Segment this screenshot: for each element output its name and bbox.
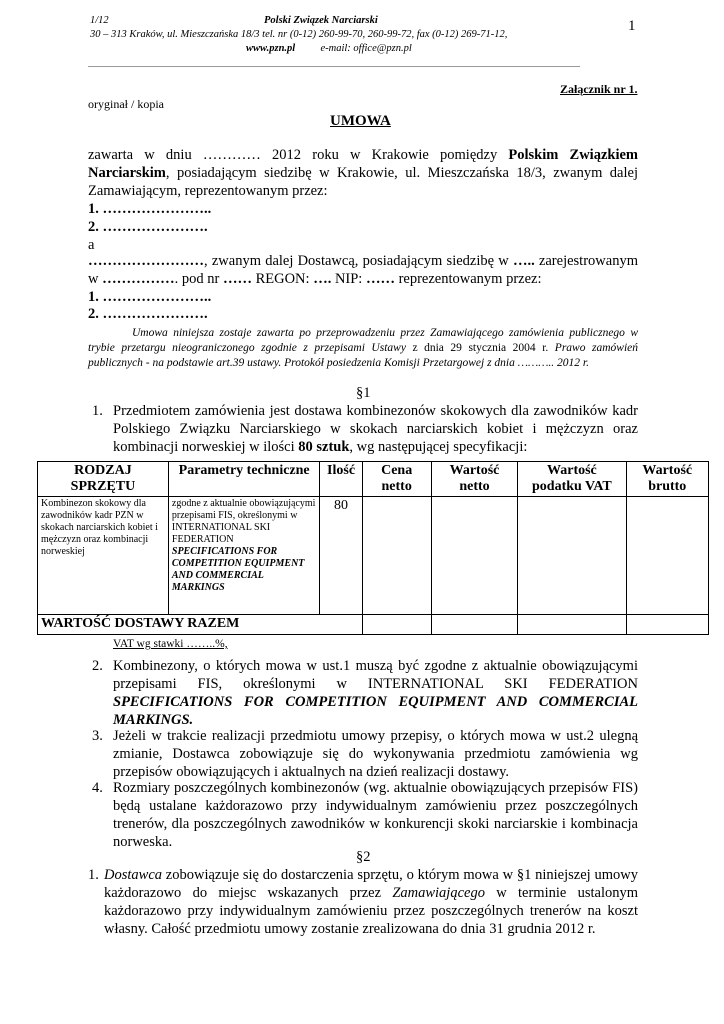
cell-params: zgodne z aktualnie obowiązującymi przepisami FIS, określonymi w INTERNATIONAL SKI FEDERATION SPECIFICATIONS FOR COMPETITION EQUIPMENT AND COMMERCIAL MARKINGS: [168, 497, 320, 615]
header-org-name: Polski Związek Narciarski: [264, 15, 378, 26]
header-page-left: 1/12: [90, 15, 109, 26]
annex-label: Załącznik nr 1.: [560, 82, 638, 96]
vat-rate-note: VAT wg stawki ……..%,: [113, 638, 228, 650]
th-type: RODZAJ SPRZĘTU: [38, 462, 169, 497]
document-title: UMOWA: [330, 113, 391, 129]
cell-gross-value[interactable]: [626, 497, 709, 615]
section-2-item-1: Dostawca zobowiązuje się do dostarczenia sprzętu, o którym mowa w §1 niniejszej umowy każdorazowo do miejsc wskazanych przez Zamawiającego w terminie ustalonym każdorazowo przy indywidualnym zamówieniu przez poszczególnych trenerów na koszt własny. Całość przedmiotu umowy zostanie zrealizowana do dnia 31 grudnia 2012 r.: [104, 867, 639, 937]
section-2-item-1-num: 1.: [88, 867, 99, 883]
page-number: 1: [628, 18, 636, 34]
item-3-text: Jeżeli w trakcie realizacji przedmiotu umowy przepisy, o których mowa w ust.2 ulegną zmianie, Dostawca zobowiązuje się do wykonywania przedmiotu zamówienia wg przepisów obowiązujących i aktualnych na dzień realizacji dostawy.: [113, 728, 638, 780]
header-address: 30 – 313 Kraków, ul. Mieszczańska 18/3 tel. nr (0-12) 260-99-70, 260-99-72, fax (0-12) 269-71-12,: [90, 29, 508, 40]
item-4-text: Rozmiary poszczególnych kombinezonów (wg. aktualnie obowiązujących przepisów FIS) będą ustalane każdorazowo przy indywidualnym zamówieniu przez poszczególnych trenerów, dla poszczególnych zawodników w konkurencji skoki narciarskie i kombinacja norweska.: [113, 780, 638, 850]
supplier-rep-1: 1. …………………..: [88, 289, 212, 305]
ordering-rep-2: 2. ………………….: [88, 219, 208, 235]
cell-total-label: WARTOŚĆ DOSTAWY RAZEM: [38, 615, 363, 635]
item-2-num: 2.: [92, 658, 103, 674]
conjunction-and: a: [88, 237, 95, 253]
header-email[interactable]: e-mail: office@pzn.pl: [320, 43, 412, 54]
section-2-sign: §2: [356, 849, 371, 865]
table-row: [38, 497, 709, 615]
th-vat-value: Wartość podatku VAT: [518, 462, 626, 497]
cell-total-vat[interactable]: [518, 615, 626, 635]
cell-total-unit[interactable]: [362, 615, 431, 635]
cell-qty: 80: [320, 497, 362, 615]
header-contact: [246, 42, 412, 55]
item-3-num: 3.: [92, 728, 103, 744]
item-2-text: Kombinezony, o których mowa w ust.1 muszą być zgodne z aktualnie obowiązującymi przepisami FIS, określonymi w INTERNATIONAL SKI FEDERATION SPECIFICATIONS FOR COMPETITION EQUIPMENT AND COMMERCIAL MARKINGS.: [113, 658, 638, 728]
cell-type: Kombinezon skokowy dla zawodników kadr PZN w skokach narciarskich kobiet i mężczyzn oraz kombinacji norweskiej: [38, 497, 169, 615]
header-website[interactable]: www.pzn.pl: [246, 43, 296, 54]
th-params: Parametry techniczne: [168, 462, 320, 497]
th-unit-price: Cena netto: [362, 462, 431, 497]
specification-table: [37, 461, 709, 635]
cell-total-net[interactable]: [431, 615, 518, 635]
th-gross-value: Wartość brutto: [626, 462, 709, 497]
table-total-row: [38, 615, 709, 635]
cell-total-gross[interactable]: [626, 615, 709, 635]
cell-net-value[interactable]: [431, 497, 518, 615]
cell-vat-value[interactable]: [518, 497, 626, 615]
th-net-value: Wartość netto: [431, 462, 518, 497]
ordering-rep-1: 1. …………………..: [88, 201, 212, 217]
legal-basis-paragraph: Umowa niniejsza zostaje zawarta po przeprowadzeniu przez Zamawiającego zamówienia publicznego w trybie przetargu nieograniczonego zgodnie z przepisami Ustawy z dnia 29 stycznia 2004 r. Prawo zamówień publicznych - na podstawie art.39 ustawy. Protokół posiedzenia Komisji Przetargowej z dnia ……….. 2012 r.: [88, 327, 638, 369]
supplier-paragraph: ……………………, zwanym dalej Dostawcą, posiadającym siedzibę w ….. zarejestrowanym w ……………. pod nr …… REGON: …. NIP: …… reprezentowanym przez:: [88, 253, 638, 287]
original-copy: oryginał / kopia: [88, 97, 164, 111]
header-divider: [88, 66, 580, 67]
table-header-row: [38, 462, 709, 497]
section-1-sign: §1: [356, 385, 371, 401]
item-4-num: 4.: [92, 780, 103, 796]
section-1-item-1-num: 1.: [92, 403, 103, 419]
th-qty: Ilość: [320, 462, 362, 497]
cell-unit-price[interactable]: [362, 497, 431, 615]
section-1-item-1: Przedmiotem zamówienia jest dostawa kombinezonów skokowych dla zawodników kadr Polskiego Związku Narciarskiego w skokach narciarskich kobiet i mężczyzn oraz kombinacji norweskiej w ilości 80 sztuk, wg następującej specyfikacji:: [113, 403, 638, 455]
supplier-rep-2: 2. ………………….: [88, 306, 208, 322]
intro-paragraph: zawarta w dniu ………… 2012 roku w Krakowie pomiędzy Polskim Związkiem Narciarskim, posiadającym siedzibę w Krakowie, ul. Mieszczańska 18/3, zwanym dalej Zamawiającym, reprezentowanym przez:: [88, 147, 638, 199]
